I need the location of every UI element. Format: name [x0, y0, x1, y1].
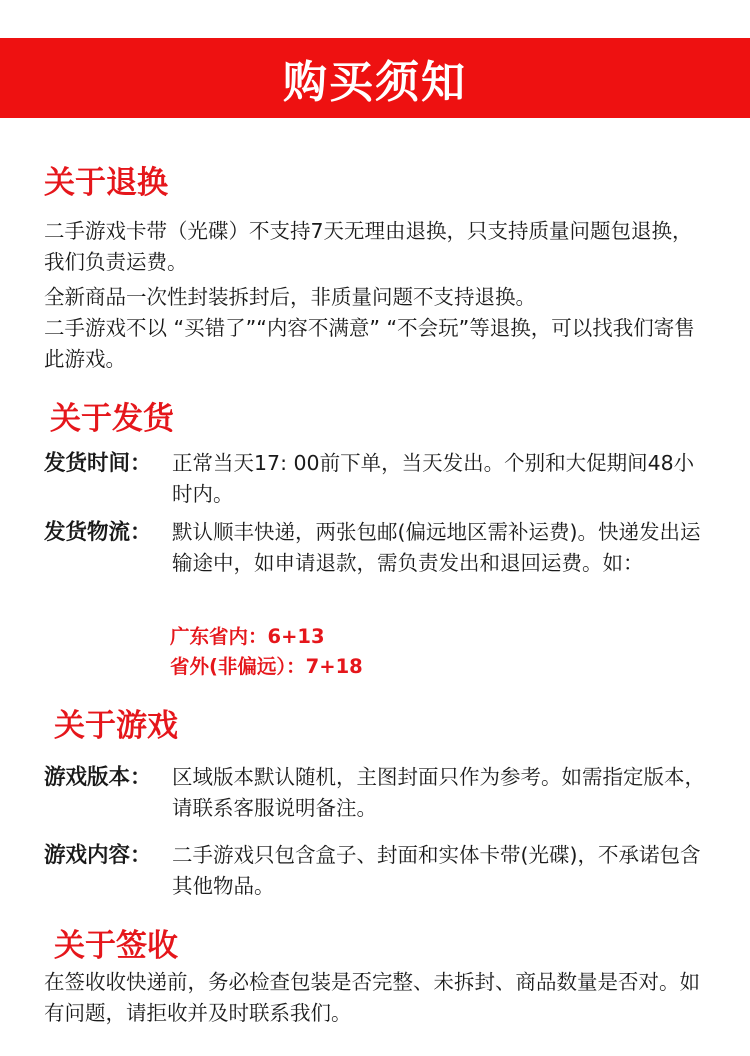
returns-heading: 关于退换	[44, 165, 168, 201]
returns-line-1: 二手游戏卡带（光碟）不支持7天无理由退换，只支持质量问题包退换，我们负责运费。	[44, 219, 693, 274]
games-content-text: 二手游戏只包含盒子、封面和实体卡带(光碟)，不承诺包含其他物品。	[172, 843, 701, 898]
games-version-row	[44, 762, 714, 824]
shipping-fee-list	[170, 622, 363, 682]
title-banner	[0, 38, 750, 118]
receipt-text: 在签收收快递前，务必检查包装是否完整、未拆封、商品数量是否对。如有问题，请拒收并及时联系我们。	[44, 970, 700, 1025]
shipping-logistics-label: 发货物流：	[44, 520, 152, 545]
shipping-time-row	[44, 448, 714, 510]
receipt-heading: 关于签收	[54, 928, 178, 964]
games-version-text: 区域版本默认随机，主图封面只作为参考。如需指定版本，请联系客服说明备注。	[172, 765, 705, 820]
fee-other-provinces: 省外(非偏远）：7+18	[170, 655, 363, 678]
shipping-time-label: 发货时间：	[44, 451, 152, 476]
shipping-heading: 关于发货	[50, 401, 174, 437]
shipping-time-text: 正常当天17: 00前下单，当天发出。个别和大促期间48小时内。	[172, 451, 695, 506]
shipping-logistics-text: 默认顺丰快递，两张包邮(偏远地区需补运费)。快递发出运输途中，如申请退款，需负责发出和退回运费。如：	[172, 520, 701, 575]
games-content-label: 游戏内容：	[44, 843, 152, 868]
games-content-row	[44, 840, 714, 902]
page-title: 购买须知	[283, 57, 467, 108]
fee-guangdong: 广东省内：6+13	[170, 625, 325, 648]
games-heading: 关于游戏	[54, 708, 178, 744]
returns-line-3: 二手游戏不以 “买错了”“内容不满意” “不会玩”等退换，可以找我们寄售此游戏。	[44, 316, 695, 371]
games-version-label: 游戏版本：	[44, 765, 152, 790]
returns-line-2: 全新商品一次性封装拆封后，非质量问题不支持退换。	[44, 285, 536, 309]
shipping-logistics-row	[44, 517, 714, 579]
